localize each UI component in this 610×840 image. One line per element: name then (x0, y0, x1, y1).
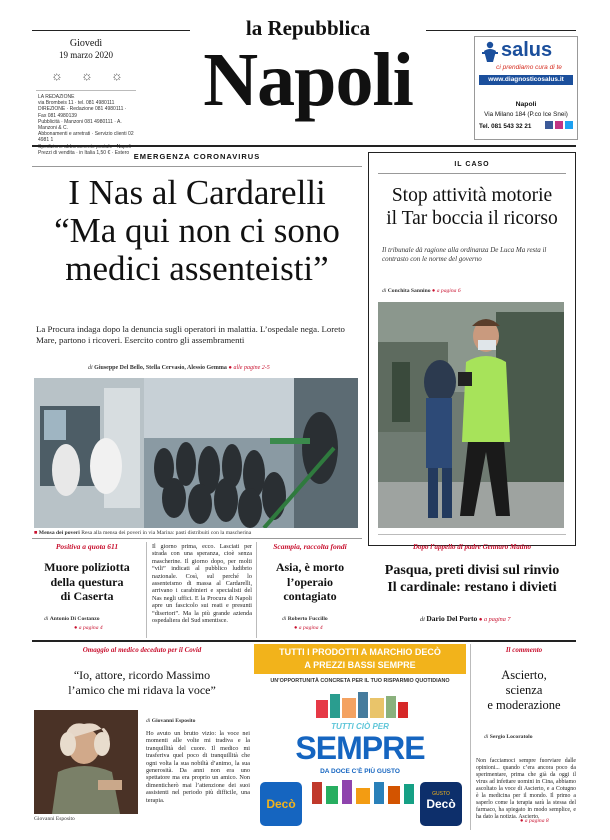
info-line: Prezzi di vendita · in Italia 1,50 € · Estero (38, 149, 130, 156)
poliziotta-headline-line: Muore poliziotta (44, 560, 130, 574)
byline-prefix: di (420, 616, 425, 623)
twitter-icon[interactable] (565, 121, 573, 129)
byline-name: Giovanni Esposito (151, 718, 196, 724)
byline-prefix: di (282, 616, 287, 622)
poliziotta-byline (44, 616, 144, 622)
il-caso-label: IL CASO (454, 161, 490, 168)
salus-logo-icon (481, 41, 499, 63)
scampia-byline (282, 616, 362, 622)
il-caso-subhead: Il tribunale dà ragione alla ordinanza De Luca Ma resta il contrasto con le norme del governo (382, 246, 547, 263)
salus-address: Via Milano 184 (P.co Ice Snei) (484, 111, 568, 118)
il-caso-rule (378, 173, 566, 174)
deco-logo-right-top: GUSTO (432, 791, 450, 797)
poliziotta-ref[interactable]: ● a pagina 4 (74, 625, 103, 631)
deco-slogan-big: SEMPRE (295, 730, 425, 766)
salus-website[interactable]: www.diagnosticosalus.it (479, 75, 573, 85)
deco-ad[interactable] (254, 644, 466, 832)
scampia-headline-line: contagiato (283, 589, 337, 603)
scampia-headline-line: Asia, è morto (275, 560, 345, 574)
info-line: LA REDAZIONE (38, 94, 75, 100)
deco-logo-right[interactable] (420, 782, 462, 826)
lead-summary: La Procura indaga dopo la denuncia sugli operatori in malattia. L’ospedale nega. Loreto Mare, partono i ricoveri. Esercito contro gli assembramenti (36, 324, 345, 345)
salus-social (545, 121, 573, 133)
caption-text: Resa alla mensa dei poveri in via Marina: pasti distribuiti con la mascherina (81, 530, 252, 536)
commento-text: Non facciamoci sempre fuorviare dalle opinioni... quando c’era ancora poco da sperimentare, prima che già da oggi il virus ad infettare uomini in Cina, abbiamo ascoltato la voce di Ascierto, e a Cotugno è la medicina per il mondo. Il primo a saperlo come la terapia sarà la stessa del farmaco, ha spiegato in modo semplice, e ha dato la notizia. Ascierto. (476, 758, 576, 820)
commento-kicker: Il commento (505, 646, 543, 654)
omaggio-headline-line: l’amico che mi ridava la voce” (68, 683, 216, 697)
info-line: DIREZIONE · Redazione 081 4980111 · Fax 081 4980139 (38, 106, 127, 119)
scampia-headline-line: l’operaio (287, 574, 333, 589)
caption-bold: Mensa dei poveri (38, 530, 80, 536)
sun-icon: ☼ (111, 68, 123, 83)
brand-logo: la Repubblica (190, 16, 426, 41)
bottom-row-rule (32, 640, 576, 642)
poliziotta-headline-line: della questura (50, 574, 124, 589)
lead-headline-line: medici assenteisti” (65, 249, 329, 288)
lead-kicker: EMERGENZA CORONAVIRUS (133, 152, 261, 161)
deco-slogan-bottom: DA DOCE C’È PIÙ GUSTO (320, 768, 400, 775)
info-line: Abbonamenti e arretrati · Servizio clienti 02 4981 1 (38, 131, 134, 144)
scampia-ref[interactable]: ● a pagina 4 (294, 625, 323, 631)
byline-ref[interactable]: ● alle pagine 2-5 (228, 365, 270, 371)
pasqua-headline-line: Pasqua, preti divisi sul rinvio (384, 563, 560, 578)
deco-logo-left[interactable]: Decò (260, 782, 302, 826)
lead-headline[interactable] (32, 174, 362, 288)
masthead-left-box (32, 30, 140, 156)
byline-name: Sergio Locoratolo (489, 734, 533, 740)
byline-prefix: di (484, 734, 489, 740)
masthead-bottom-rule (32, 145, 576, 147)
omaggio-headline-line: “Io, attore, ricordo Massimo (73, 668, 211, 682)
deco-subline: UN’OPPORTUNITÀ CONCRETA PER IL TUO RISPARMIO QUOTIDIANO (270, 678, 450, 684)
deco-banner-line: A PREZZI BASSI SEMPRE (304, 660, 416, 670)
commento-byline (484, 734, 576, 740)
actor-photo (34, 710, 138, 814)
runner-photo (378, 302, 564, 528)
omaggio-byline (146, 718, 252, 724)
poliziotta-headline-line: di Caserta (60, 589, 114, 603)
commento-headline-line: e moderazione (487, 698, 561, 712)
byline-prefix: di (146, 718, 151, 724)
actor-photo-caption: Giovanni Esposito (34, 816, 75, 822)
deco-banner (254, 644, 466, 674)
omaggio-kicker: Omaggio al medico deceduto per il Covid (82, 646, 202, 654)
omaggio-headline[interactable] (32, 668, 252, 698)
byline-prefix: di (44, 616, 49, 622)
pasqua-headline-line: Il cardinale: restano i divieti (387, 580, 557, 595)
byline-name: Conchita Sannino (387, 288, 431, 294)
byline-ref[interactable]: ● a pagina 6 (431, 288, 461, 294)
row2-divider (146, 542, 147, 638)
info-line: Pubblicità · Manzoni 081 4980111 · A. Manzoni & C. (38, 118, 122, 132)
pasqua-kicker: Dopo l’appello di padre Gennaro Matino (412, 543, 532, 551)
salus-logo: salus (501, 39, 553, 61)
commento-divider (470, 644, 471, 830)
commento-headline-line: scienza (505, 683, 543, 697)
poliziotta-kicker: Positiva a quota 611 (55, 542, 119, 551)
lead-headline-line: I Nas al Cardarelli (68, 173, 326, 212)
instagram-icon[interactable] (555, 121, 563, 129)
byline-names: Giuseppe Del Bello, Stella Cervasio, Alessio Gemma (94, 365, 227, 371)
poliziotta-headline[interactable] (32, 560, 142, 604)
lead-byline (88, 365, 348, 371)
byline-name: Dario Del Porto (426, 614, 478, 623)
commento-headline-line: Ascierto, (501, 668, 547, 682)
row2-divider (256, 542, 257, 638)
il-caso-byline (382, 288, 572, 294)
weather-row (42, 68, 132, 84)
sun-icon: ☼ (81, 68, 93, 83)
salus-tagline: ci prendiamo cura di te (496, 64, 562, 71)
deco-products-icon (314, 690, 408, 718)
omaggio-text: Ho avuto un brutto vizio: la voce nei momenti alle volte mi tradiva e la tranquillità del cuore. Il medico mi trasferiva quel poco di tranquillità che ogni volta la sua nobiltà d’animo, la sua generosità. Da anni non era uno spettatore ma era proprio un amico. Non dimenticherò mai l’attenzione dei suoi assistenti nel periodo più difficile, una terapia. (146, 730, 250, 804)
scampia-headline[interactable] (258, 560, 362, 604)
pasqua-byline (420, 614, 576, 623)
masthead-day: Giovedì (69, 38, 103, 49)
info-line: via Brombeis 11 · tel. 081 4980111 (38, 100, 115, 107)
sun-icon: ☼ (51, 68, 63, 83)
lead-headline-line: “Ma qui non ci sono (54, 211, 340, 250)
salus-phone: Tel. 081 543 32 21 (479, 123, 532, 130)
masthead-date: 19 marzo 2020 (59, 50, 113, 60)
pasqua-headline[interactable] (368, 562, 576, 596)
scampia-kicker: Scampia, raccolta fondi (273, 542, 347, 551)
salus-city: Napoli (515, 101, 537, 108)
byline-prefix: di (88, 365, 93, 371)
byline-name: Roberto Fuccillo (287, 616, 328, 622)
il-caso-headline-line: Stop attività motorie (391, 185, 553, 206)
middle-column-text: Il giorno prima, ecco. Lasciati per strada con una speranza, cioè senza mascherine. Il giorno dopo, per molti “vili” indicati al pubblico ludibrio nazionale. Così, sul perché lo assenteismo di massa al Cardarelli, arrivano i carabinieri e specialisti del Nas negli uffici. E la Procura di Napoli apre un fascicolo sui reati e presunti “disertori”. Ma la più grande azienda ospedaliera del Sud smentisce. (152, 543, 252, 625)
deco-banner-line: TUTTI I PRODOTTI A MARCHIO DECÒ (279, 647, 441, 657)
lead-photo (34, 378, 358, 528)
commento-ref[interactable]: ● a pagina 8 (520, 818, 549, 824)
il-caso-headline-line: il Tar boccia il ricorso (386, 208, 558, 229)
facebook-icon[interactable] (545, 121, 553, 129)
masthead-divider (36, 90, 136, 91)
deco-products-row-icon (308, 778, 418, 804)
lead-kicker-rule (32, 166, 362, 167)
il-caso-bottom-rule (378, 534, 566, 535)
deco-slogan-top: TUTTI CIÒ PER (331, 722, 389, 731)
caption-bullet-icon: ■ (34, 530, 38, 536)
il-caso-headline[interactable] (370, 184, 574, 230)
byline-ref[interactable]: ● a pagina 7 (478, 616, 511, 623)
salus-ad[interactable] (474, 36, 578, 140)
edition-title: Napoli (203, 38, 413, 122)
row2-top-rule (32, 538, 362, 539)
lead-caption (34, 530, 358, 536)
byline-name: Antonio Di Costanzo (49, 616, 100, 622)
byline-prefix: di (382, 288, 387, 294)
deco-logo-right-text: Decò (426, 797, 456, 811)
commento-headline[interactable] (472, 668, 576, 713)
